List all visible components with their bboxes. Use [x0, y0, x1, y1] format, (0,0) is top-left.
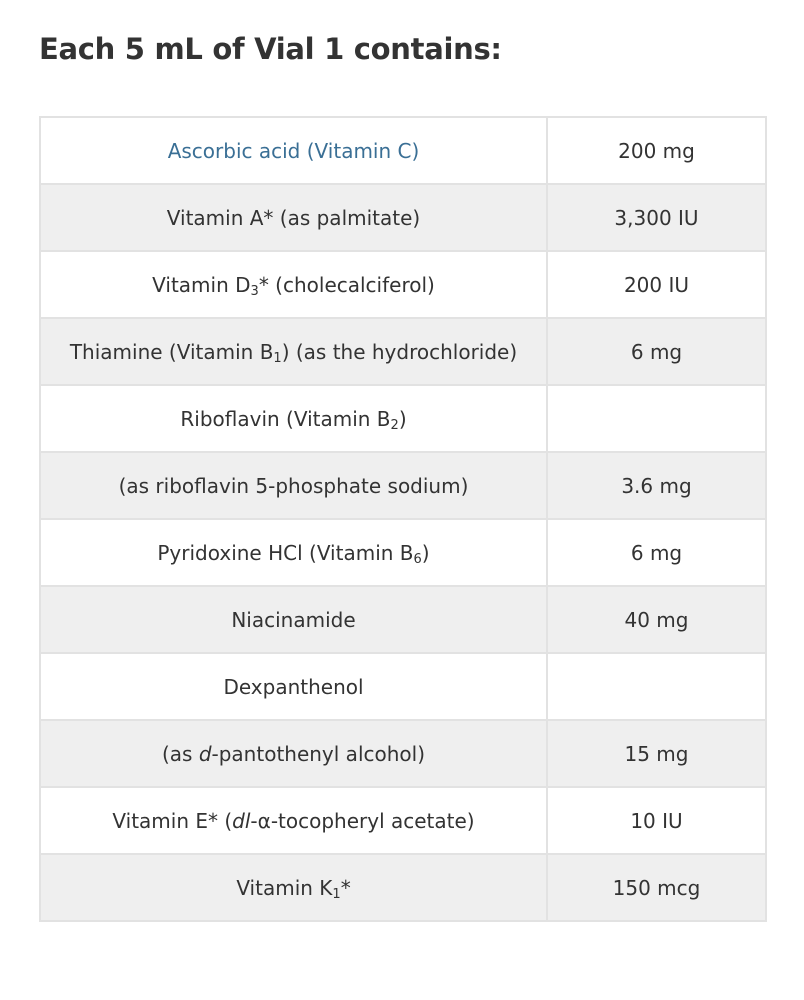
ingredient-name: Niacinamide [40, 586, 547, 653]
ingredient-text: Vitamin K [236, 875, 333, 900]
ingredient-amount: 3,300 IU [547, 184, 766, 251]
ingredient-text: Vitamin E* ( [112, 808, 233, 833]
table-row [40, 653, 766, 720]
ingredient-text: ) [398, 406, 407, 431]
table-row [40, 251, 766, 318]
table-row [40, 184, 766, 251]
ingredient-name [40, 385, 547, 452]
subscript: 1 [332, 886, 341, 902]
ingredient-amount: 6 mg [547, 318, 766, 385]
ingredient-amount: 200 mg [547, 117, 766, 184]
subscript: 1 [273, 350, 282, 366]
ingredient-text: ( [300, 138, 315, 163]
ingredient-name [40, 184, 547, 251]
table-row [40, 519, 766, 586]
ingredient-text: (cholecalciferol) [268, 272, 435, 297]
ingredient-text: Thiamine (Vitamin B [69, 339, 274, 364]
ingredient-amount [547, 653, 766, 720]
ingredient-name [40, 854, 547, 921]
subscript: 6 [413, 551, 422, 567]
ingredient-text: -α-tocopheryl acetate) [250, 808, 475, 833]
ingredient-text: Riboflavin (Vitamin B [180, 406, 391, 431]
ingredient-text: * [340, 875, 351, 900]
table-row [40, 720, 766, 787]
ingredient-text: * [263, 205, 274, 230]
table-row [40, 787, 766, 854]
ascorbic-acid-link[interactable]: Ascorbic acid [167, 138, 301, 163]
table-row [40, 854, 766, 921]
ingredient-name: (as riboflavin 5-phosphate sodium) [40, 452, 547, 519]
ingredient-amount [547, 385, 766, 452]
table-row [40, 586, 766, 653]
ingredient-name [40, 720, 547, 787]
table-row [40, 452, 766, 519]
ingredient-text: ) [411, 138, 420, 163]
ingredient-text: Pyridoxine HCl (Vitamin B [157, 540, 414, 565]
subscript: 2 [390, 417, 399, 433]
page-title: Each 5 mL of Vial 1 contains: [39, 32, 502, 66]
ingredient-amount: 200 IU [547, 251, 766, 318]
ingredient-text: (as palmitate) [273, 205, 421, 230]
italic-text: d [198, 741, 212, 766]
ingredients-table [39, 116, 767, 922]
subscript: 3 [250, 283, 259, 299]
ingredient-text: (as [161, 741, 199, 766]
ingredient-text: Vitamin A [166, 205, 264, 230]
ingredient-text: ) (as the hydrochloride) [281, 339, 518, 364]
ingredient-text: Vitamin D [152, 272, 251, 297]
ingredient-amount: 40 mg [547, 586, 766, 653]
ingredient-amount: 6 mg [547, 519, 766, 586]
ingredient-amount: 15 mg [547, 720, 766, 787]
ingredient-text: -pantothenyl alcohol) [211, 741, 426, 766]
ingredient-amount: 10 IU [547, 787, 766, 854]
ingredient-name [40, 787, 547, 854]
ingredient-amount: 150 mcg [547, 854, 766, 921]
italic-text: dl [232, 808, 251, 833]
vitamin-c-link[interactable]: Vitamin C [314, 138, 412, 163]
ingredient-text: * [258, 272, 269, 297]
ingredient-name: Dexpanthenol [40, 653, 547, 720]
ingredient-name [40, 519, 547, 586]
ingredient-amount: 3.6 mg [547, 452, 766, 519]
ingredient-name [40, 251, 547, 318]
ingredient-text: ) [421, 540, 430, 565]
ingredient-name [40, 318, 547, 385]
table-row [40, 385, 766, 452]
table-row [40, 318, 766, 385]
ingredient-name [40, 117, 547, 184]
table-row [40, 117, 766, 184]
